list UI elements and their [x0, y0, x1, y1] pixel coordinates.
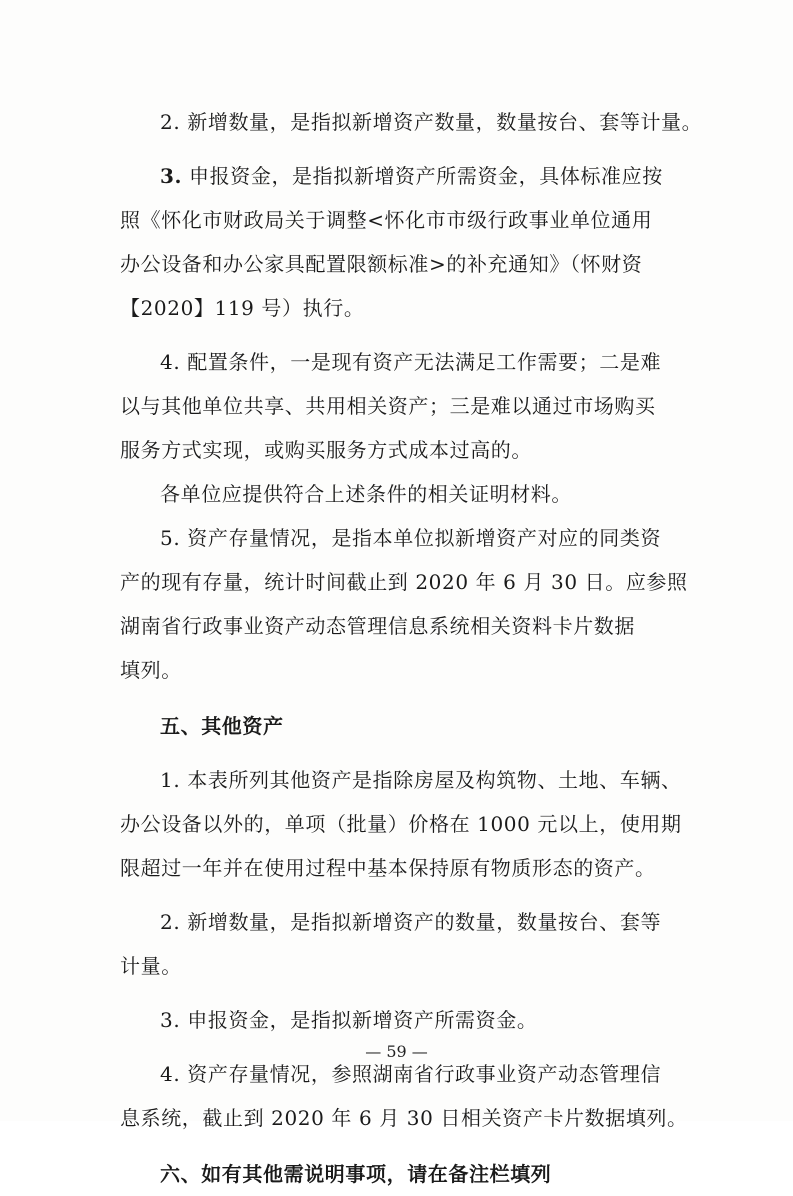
other-assets-item-3: 3. 申报资金，是指拟新增资产所需资金。 — [160, 1008, 538, 1032]
item-5-stock-line-1: 5. 资产存量情况，是指本单位拟新增资产对应的同类资 — [160, 526, 662, 550]
item-2-new-quantity: 2. 新增数量，是指拟新增资产数量，数量按台、套等计量。 — [160, 110, 703, 134]
item-3-funding-line-4: 【2020】119 号）执行。 — [120, 296, 365, 320]
item-5-stock-line-4: 填列。 — [120, 658, 182, 682]
item-4-conditions-line-3: 服务方式实现，或购买服务方式成本过高的。 — [120, 438, 532, 462]
other-assets-item-2-line-1: 2. 新增数量，是指拟新增资产的数量，数量按台、套等 — [160, 910, 662, 934]
other-assets-item-1-line-2: 办公设备以外的，单项（批量）价格在 1000 元以上，使用期 — [120, 812, 682, 836]
other-assets-item-1-line-3: 限超过一年并在使用过程中基本保持原有物质形态的资产。 — [120, 856, 656, 880]
item-4-conditions-line-2: 以与其他单位共享、共用相关资产；三是难以通过市场购买 — [120, 394, 656, 418]
item-3-funding-line-2: 照《怀化市财政局关于调整<怀化市市级行政事业单位通用 — [120, 208, 653, 232]
item-4-conditions-line-1: 4. 配置条件，一是现有资产无法满足工作需要；二是难 — [160, 350, 662, 374]
item-5-stock-line-3: 湖南省行政事业资产动态管理信息系统相关资料卡片数据 — [120, 614, 635, 638]
item-3-text: 申报资金，是指拟新增资产所需资金，具体标准应按 — [182, 164, 663, 188]
page-number: — 59 — — [365, 1042, 428, 1061]
section-5-heading: 五、其他资产 — [160, 714, 284, 738]
section-6-heading: 六、如有其他需说明事项，请在备注栏填列 — [160, 1162, 552, 1186]
other-assets-item-1-line-1: 1. 本表所列其他资产是指除房屋及构筑物、土地、车辆、 — [160, 768, 682, 792]
other-assets-item-2-line-2: 计量。 — [120, 954, 182, 978]
item-3-funding-line-1 — [120, 154, 680, 198]
item-3-number: 3. — [160, 164, 183, 188]
other-assets-item-4-line-2: 息系统，截止到 2020 年 6 月 30 日相关资产卡片数据填列。 — [120, 1106, 688, 1130]
proof-materials-note: 各单位应提供符合上述条件的相关证明材料。 — [160, 482, 572, 506]
other-assets-item-4-line-1: 4. 资产存量情况，参照湖南省行政事业资产动态管理信 — [160, 1062, 662, 1086]
item-3-funding-line-3: 办公设备和办公家具配置限额标准>的补充通知》（怀财资 — [120, 252, 643, 276]
document-body — [120, 100, 703, 1196]
item-5-stock-line-2: 产的现有存量，统计时间截止到 2020 年 6 月 30 日。应参照 — [120, 570, 688, 594]
